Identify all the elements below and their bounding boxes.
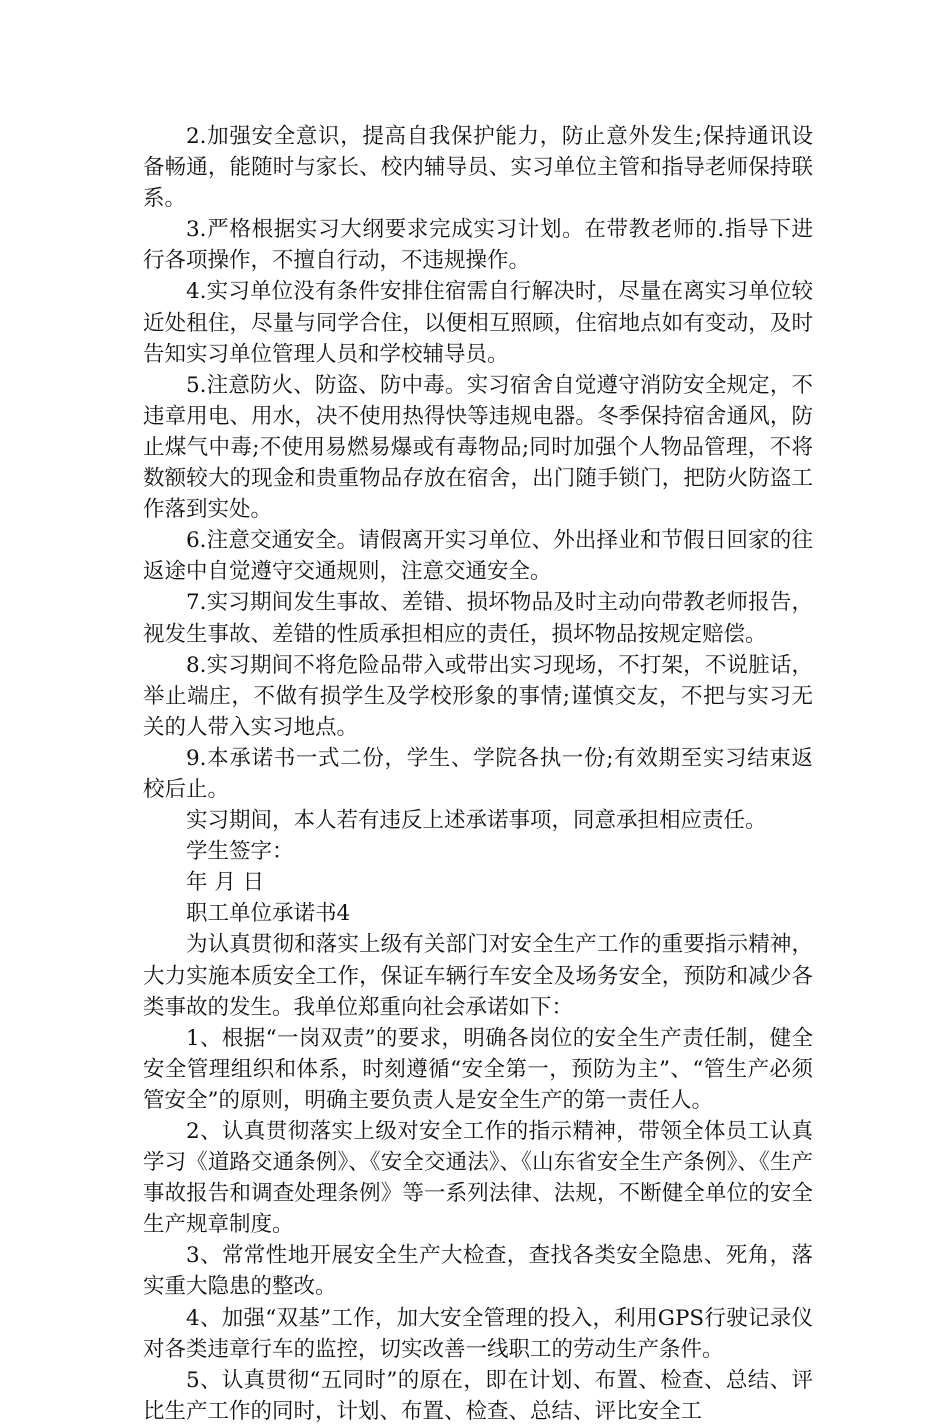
date-line: 年 月 日 <box>186 870 265 896</box>
paragraph-item-5: 5.注意防火、防盗、防中毒。实习宿舍自觉遵守消防安全规定，不违章用电、用水，决不使用热得快等违规电器。冬季保持宿舍通风，防止煤气中毒;不使用易燃易爆或有毒物品;同时加强个人物品管理，不将数额较大的现金和贵重物品存放在宿舍，出门随手锁门，把防火防盗工作落到实处。 <box>143 372 813 523</box>
commitment-item-2: 2、认真贯彻落实上级对安全工作的指示精神，带领全体员工认真学习《道路交通条例》、《安全交通法》、《山东省安全生产条例》、《生产事故报告和调查处理条例》等一系列法律、法规，不断健全单位的安全生产规章制度。 <box>143 1119 813 1238</box>
commitment-item-4: 4、加强“双基”工作，加大安全管理的投入，利用GPS行驶记录仪对各类违章行车的监控，切实改善一线职工的劳动生产条件。 <box>143 1305 813 1362</box>
paragraph-item-8: 8.实习期间不将危险品带入或带出实习现场，不打架，不说脏话，举止端庄，不做有损学生及学校形象的事情;谨慎交友，不把与实习无关的人带入实习地点。 <box>143 652 813 740</box>
commitment-item-1: 1、根据“一岗双责”的要求，明确各岗位的安全生产责任制，健全安全管理组织和体系，时刻遵循“安全第一，预防为主”、“管生产必须管安全”的原则，明确主要负责人是安全生产的第一责任人。 <box>143 1025 813 1113</box>
paragraph-item-6: 6.注意交通安全。请假离开实习单位、外出择业和节假日回家的往返途中自觉遵守交通规则，注意交通安全。 <box>143 528 813 585</box>
paragraph-item-4: 4.实习单位没有条件安排住宿需自行解决时，尽量在离实习单位较近处租住，尽量与同学合住，以便相互照顾，住宿地点如有变动，及时告知实习单位管理人员和学校辅导员。 <box>143 279 813 367</box>
responsibility-statement: 实习期间，本人若有违反上述承诺事项，同意承担相应责任。 <box>186 808 767 834</box>
commitment-item-3: 3、常常性地开展安全生产大检查，查找各类安全隐患、死角，落实重大隐患的整改。 <box>143 1243 813 1300</box>
student-signature-label: 学生签字： <box>186 839 294 865</box>
commitment-item-5: 5、认真贯彻“五同时”的原在，即在计划、布置、检查、总结、评比生产工作的同时，计划、布置、检查、总结、评比安全工 <box>143 1367 813 1424</box>
paragraph-item-3: 3.严格根据实习大纲要求完成实习计划。在带教老师的.指导下进行各项操作，不擅自行动，不违规操作。 <box>143 217 813 274</box>
intro-paragraph: 为认真贯彻和落实上级有关部门对安全生产工作的重要指示精神，大力实施本质安全工作，保证车辆行车安全及场务安全，预防和减少各类事故的发生。我单位郑重向社会承诺如下： <box>143 932 813 1020</box>
paragraph-item-2: 2.加强安全意识，提高自我保护能力，防止意外发生;保持通讯设备畅通，能随时与家长、校内辅导员、实习单位主管和指导老师保持联系。 <box>143 124 813 212</box>
paragraph-item-9: 9.本承诺书一式二份，学生、学院各执一份;有效期至实习结束返校后止。 <box>143 745 813 802</box>
section-title: 职工单位承诺书4 <box>186 901 351 927</box>
paragraph-item-7: 7.实习期间发生事故、差错、损坏物品及时主动向带教老师报告，视发生事故、差错的性质承担相应的责任，损坏物品按规定赔偿。 <box>143 590 813 647</box>
document-body <box>143 121 813 1427</box>
